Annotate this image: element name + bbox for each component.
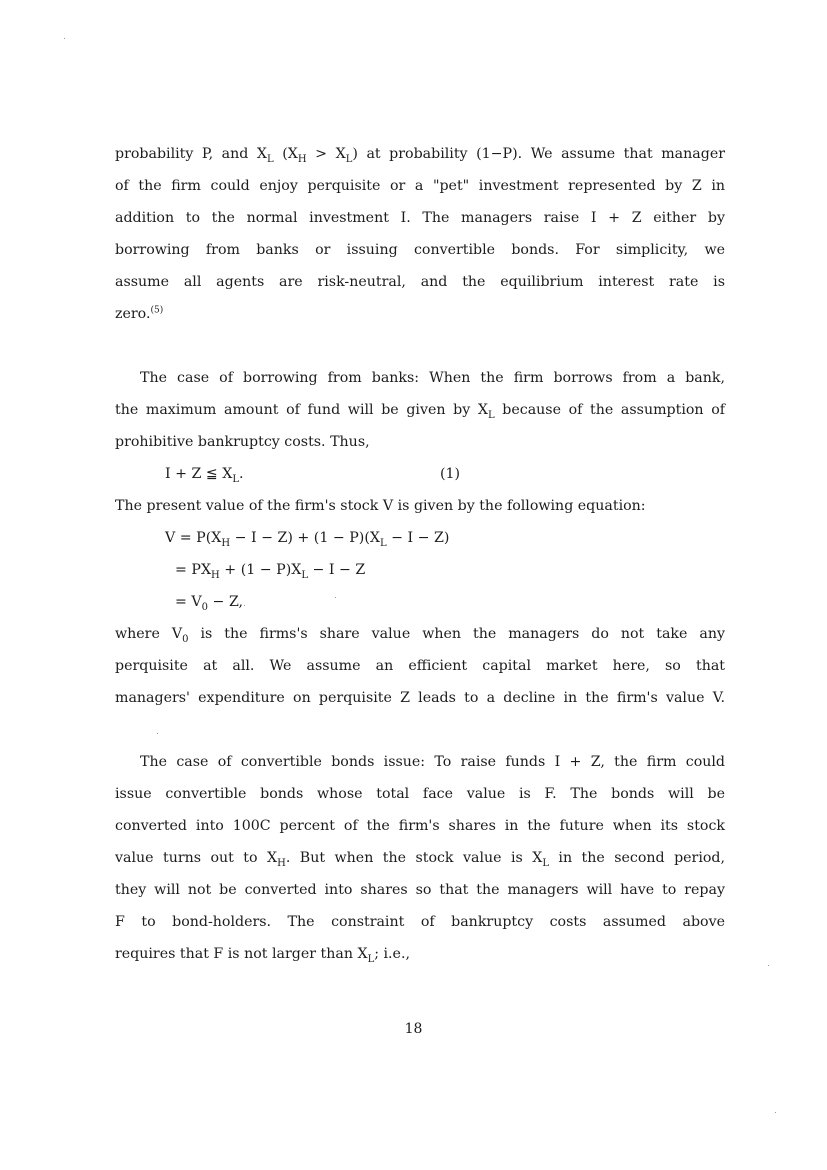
equation-number: (1) bbox=[440, 466, 461, 482]
text-line: F to bond-holders. The constraint of bankruptcy costs assumed above bbox=[115, 914, 725, 930]
scan-speck bbox=[335, 597, 336, 598]
footnote-marker: (5) bbox=[150, 305, 164, 316]
text-line: converted into 100C percent of the firm's shares in the future when its stock bbox=[115, 818, 725, 834]
equation-4: = $V_0 - Z$, bbox=[175, 594, 244, 613]
equation-2: $V = P(X_H - I - Z) + (1 - P)(X_L - I - Z)$ bbox=[165, 530, 450, 549]
scan-speck bbox=[157, 733, 158, 734]
scan-speck bbox=[775, 1112, 776, 1113]
paragraph-heading-line: The case of convertible bonds issue: To raise funds I + Z, the firm could bbox=[140, 754, 725, 770]
scan-speck bbox=[64, 38, 65, 39]
text-line: of the firm could enjoy perquisite or a "pet" investment represented by Z in bbox=[115, 178, 725, 194]
equation-1: I + Z ≦ $X_L$. bbox=[165, 466, 244, 485]
equation-3: = $PX_H + (1 - P)X_L - I - Z$ bbox=[175, 562, 366, 581]
text-line: managers' expenditure on perquisite Z leads to a decline in the firm's value V. bbox=[115, 690, 725, 706]
text-line: the maximum amount of fund will be given by $X_L$ because of the assumption of bbox=[115, 402, 725, 421]
text-line: they will not be converted into shares so that the managers will have to repay bbox=[115, 882, 725, 898]
text-line: probability P, and $X_L$ $(X_H > X_L)$ at probability (1−P). We assume that manager bbox=[115, 146, 725, 165]
scan-speck bbox=[768, 965, 769, 966]
text-line: borrowing from banks or issuing convertible bonds. For simplicity, we bbox=[115, 242, 725, 258]
text-line: assume all agents are risk-neutral, and the equilibrium interest rate is bbox=[115, 274, 725, 290]
text-line: zero.$^{(5)}$ bbox=[115, 305, 164, 322]
text-line: perquisite at all. We assume an efficient capital market here, so that bbox=[115, 658, 725, 674]
text-line: addition to the normal investment I. The managers raise I + Z either by bbox=[115, 210, 725, 226]
text-line: requires that F is not larger than $X_L$; i.e., bbox=[115, 946, 410, 965]
text-line: where $V_0$ is the firms's share value when the managers do not take any bbox=[115, 626, 725, 645]
scan-speck bbox=[244, 605, 245, 606]
page-number: 18 bbox=[404, 1021, 423, 1037]
paragraph-heading-line: The case of borrowing from banks: When the firm borrows from a bank, bbox=[140, 370, 725, 386]
text-line: issue convertible bonds whose total face value is F. The bonds will be bbox=[115, 786, 725, 802]
text-line: value turns out to $X_H$. But when the stock value is $X_L$ in the second period, bbox=[115, 850, 725, 869]
text-line: prohibitive bankruptcy costs. Thus, bbox=[115, 434, 370, 450]
text-line: The present value of the firm's stock V is given by the following equation: bbox=[115, 498, 646, 514]
